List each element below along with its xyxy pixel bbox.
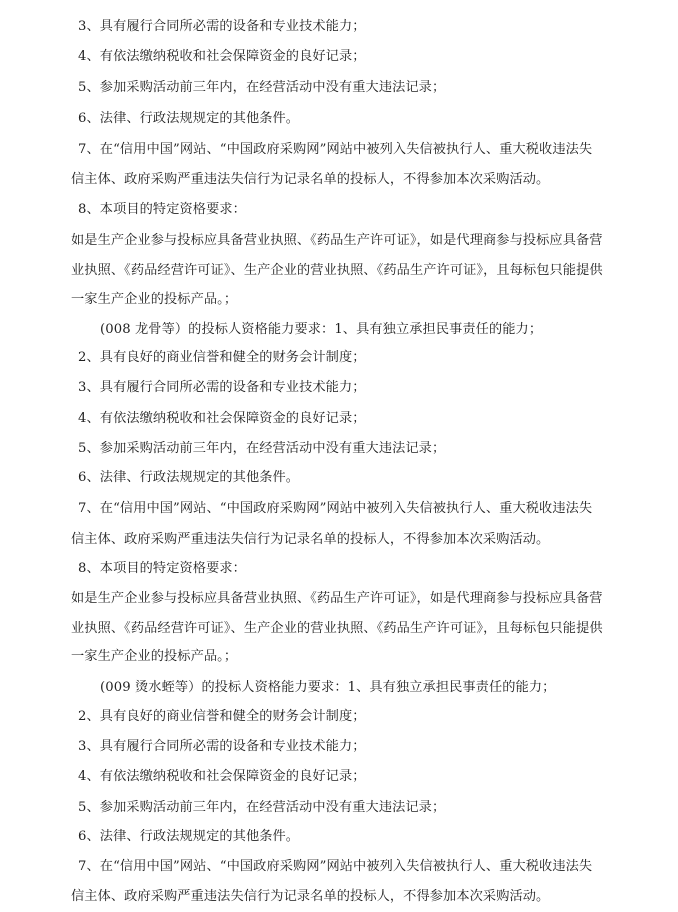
text-line: 一家生产企业的投标产品。； [71, 292, 238, 307]
text-line: 业执照、《药品经营许可证》、生产企业的营业执照、《药品生产许可证》，且每标包只能提供 [71, 263, 603, 278]
text-line: 8、本项目的特定资格要求： [78, 561, 246, 576]
text-line: 7、在“信用中国”网站、“中国政府采购网”网站中被列入失信被执行人、重大税收违法失 [78, 142, 593, 157]
text-line: 一家生产企业的投标产品。； [71, 649, 238, 664]
text-line: 信主体、政府采购严重违法失信行为记录名单的投标人，不得参加本次采购活动。 [71, 172, 550, 187]
text-line: 2、具有良好的商业信誉和健全的财务会计制度； [78, 709, 366, 724]
text-line: 7、在“信用中国”网站、“中国政府采购网”网站中被列入失信被执行人、重大税收违法失 [78, 501, 593, 516]
text-line: 6、法律、行政法规规定的其他条件。 [78, 470, 300, 485]
text-line: 6、法律、行政法规规定的其他条件。 [78, 111, 300, 126]
text-line: 业执照、《药品经营许可证》、生产企业的营业执照、《药品生产许可证》，且每标包只能提供 [71, 621, 603, 636]
section-heading: (008 龙骨等）的投标人资格能力要求：1、具有独立承担民事责任的能力； [100, 322, 543, 337]
section-heading: (009 烫水蛭等）的投标人资格能力要求：1、具有独立承担民事责任的能力； [100, 680, 556, 695]
text-line: 6、法律、行政法规规定的其他条件。 [78, 829, 300, 844]
text-line: 2、具有良好的商业信誉和健全的财务会计制度； [78, 350, 366, 365]
text-line: 5、参加采购活动前三年内，在经营活动中没有重大违法记录； [78, 80, 446, 95]
text-line: 7、在“信用中国”网站、“中国政府采购网”网站中被列入失信被执行人、重大税收违法失 [78, 859, 593, 874]
text-line: 信主体、政府采购严重违法失信行为记录名单的投标人，不得参加本次采购活动。 [71, 889, 550, 904]
text-line: 3、具有履行合同所必需的设备和专业技术能力； [78, 19, 366, 34]
text-line: 4、有依法缴纳税收和社会保障资金的良好记录； [78, 411, 366, 426]
text-line: 5、参加采购活动前三年内，在经营活动中没有重大违法记录； [78, 441, 446, 456]
text-line: 4、有依法缴纳税收和社会保障资金的良好记录； [78, 769, 366, 784]
text-line: 3、具有履行合同所必需的设备和专业技术能力； [78, 739, 366, 754]
text-line: 5、参加采购活动前三年内，在经营活动中没有重大违法记录； [78, 800, 446, 815]
text-line: 3、具有履行合同所必需的设备和专业技术能力； [78, 380, 366, 395]
text-line: 如是生产企业参与投标应具备营业执照、《药品生产许可证》，如是代理商参与投标应具备营 [71, 233, 603, 248]
text-line: 信主体、政府采购严重违法失信行为记录名单的投标人，不得参加本次采购活动。 [71, 532, 550, 547]
text-line: 如是生产企业参与投标应具备营业执照、《药品生产许可证》，如是代理商参与投标应具备营 [71, 591, 603, 606]
text-line: 8、本项目的特定资格要求： [78, 202, 246, 217]
text-line: 4、有依法缴纳税收和社会保障资金的良好记录； [78, 49, 366, 64]
